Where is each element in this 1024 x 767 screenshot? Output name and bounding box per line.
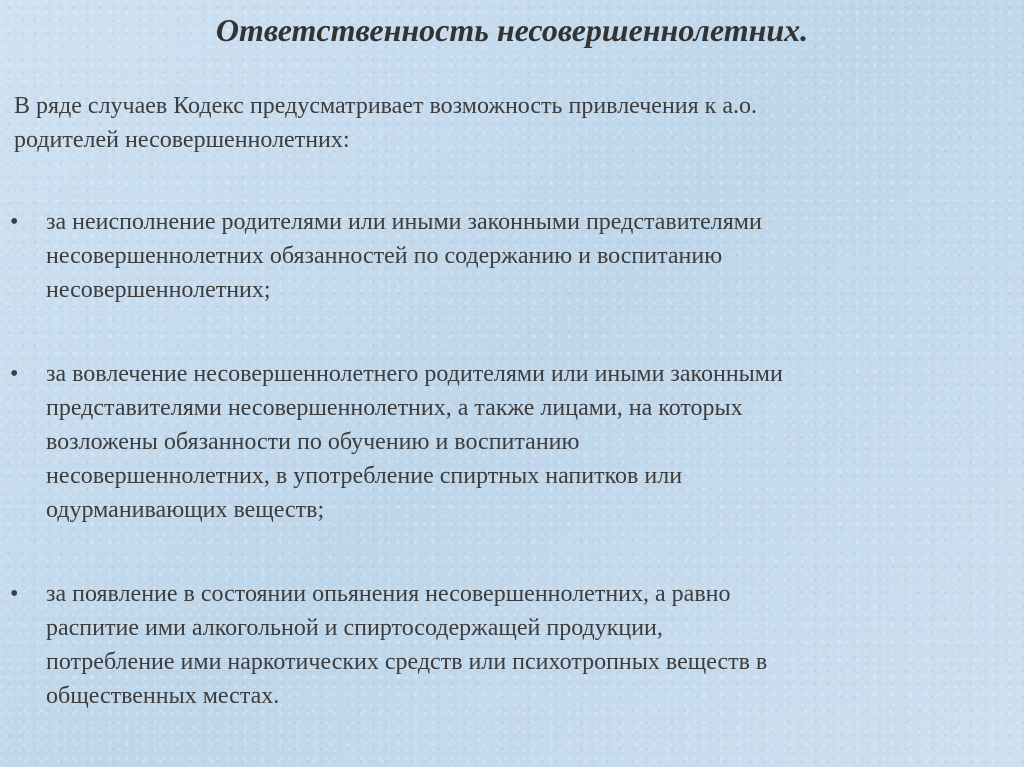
bullet-icon: •	[10, 209, 19, 235]
bullet-line: несовершеннолетних обязанностей по содержанию и воспитанию	[46, 243, 723, 269]
bullet-line: за неисполнение родителями или иными законными представителями	[46, 209, 762, 235]
bullet-line: за вовлечение несовершеннолетнего родителями или иными законными	[46, 361, 783, 387]
bullet-line: распитие ими алкогольной и спиртосодержащей продукции,	[46, 615, 663, 641]
bullet-line: потребление ими наркотических средств или психотропных веществ в	[46, 649, 768, 675]
intro-line: родителей несовершеннолетних:	[14, 127, 350, 153]
bullet-item-involvement	[0, 357, 1016, 527]
slide-title: Ответственность несовершеннолетних.	[215, 12, 809, 48]
bullet-icon: •	[10, 361, 19, 387]
bullet-item-parents-duties	[0, 205, 1016, 307]
bullet-line: несовершеннолетних, в употребление спиртных напитков или	[46, 463, 683, 489]
bullet-item-public-intoxication	[0, 577, 1016, 713]
bullet-list	[0, 205, 1024, 713]
bullet-line: несовершеннолетних;	[46, 277, 271, 303]
bullet-line: возложены обязанности по обучению и воспитанию	[46, 429, 580, 455]
bullet-icon: •	[10, 581, 19, 607]
bullet-line: представителями несовершеннолетних, а также лицами, на которых	[46, 395, 743, 421]
bullet-line: одурманивающих веществ;	[46, 497, 325, 523]
bullet-line: за появление в состоянии опьянения несовершеннолетних, а равно	[46, 581, 731, 607]
bullet-line: общественных местах.	[46, 683, 280, 709]
intro-line: В ряде случаев Кодекс предусматривает возможность привлечения к а.о.	[14, 93, 757, 119]
intro-paragraph	[14, 89, 1004, 157]
